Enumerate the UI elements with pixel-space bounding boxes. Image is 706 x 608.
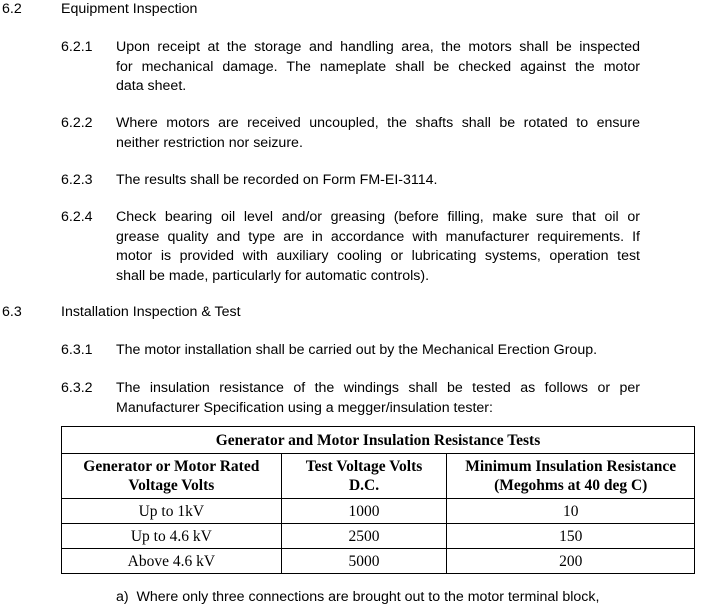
list-item-text: a) Where only three connections are brought out to the motor terminal block, [116, 589, 600, 605]
text-line: Upon receipt at the storage and handling area, the motors shall be inspected [116, 39, 640, 55]
insulation-resistance-table [61, 426, 695, 574]
clause-number: 6.3.2 [61, 380, 93, 396]
clause-number: 6.2.4 [61, 209, 93, 225]
text-line: The insulation resistance of the windings shall be tested as follows or per [116, 380, 640, 396]
table-cell: 2500 [281, 524, 447, 549]
text-line: The results shall be recorded on Form FM-EI-3114. [116, 172, 438, 188]
text-line: neither restriction nor seizure. [116, 134, 303, 151]
table-cell: 150 [447, 524, 695, 549]
header-line: Generator or Motor Rated [83, 458, 260, 475]
header-line: D.C. [348, 477, 380, 494]
clause-text [116, 38, 640, 97]
clause-text [116, 171, 640, 191]
header-line: Voltage Volts [128, 477, 215, 494]
table-row [62, 499, 695, 524]
column-header [281, 454, 447, 499]
clause-text [116, 114, 640, 153]
text-line: motor is provided with auxiliary cooling or lubricating systems, operation test [116, 248, 640, 264]
clause-number: 6.3.1 [61, 342, 93, 358]
clause-number: 6.2.1 [61, 39, 93, 55]
clause-number: 6.2.3 [61, 172, 93, 188]
table-row [62, 549, 695, 574]
section-number: 6.3 [2, 304, 22, 320]
text-line: data sheet. [116, 78, 187, 94]
header-line: Minimum Insulation Resistance [465, 458, 677, 475]
table-cell: 200 [447, 549, 695, 574]
table-caption: Generator and Motor Insulation Resistance Tests [62, 427, 695, 454]
section-number: 6.2 [2, 1, 22, 17]
text-line: shall be made, particularly for automatic controls). [116, 267, 430, 284]
table-cell: 5000 [281, 549, 447, 574]
section-title: Installation Inspection & Test [61, 304, 241, 320]
table-cell: 1000 [281, 499, 447, 524]
clause-text [116, 379, 640, 418]
column-header [447, 454, 695, 499]
table-cell: Up to 4.6 kV [62, 524, 282, 549]
table-row [62, 524, 695, 549]
header-line: Test Voltage Volts [305, 458, 423, 475]
clause-text [116, 208, 640, 286]
column-header [62, 454, 282, 499]
header-line: (Megohms at 40 deg C) [494, 477, 648, 494]
text-line: grease quality and type are in accordance with manufacturer requirements. If [116, 228, 640, 245]
table-cell: Above 4.6 kV [62, 549, 282, 574]
table-cell: 10 [447, 499, 695, 524]
text-line: for mechanical damage. The nameplate shall be checked against the motor [116, 58, 640, 75]
text-line: Manufacturer Specification using a megger/insulation tester: [116, 399, 493, 416]
clause-number: 6.2.2 [61, 115, 93, 131]
table-cell: Up to 1kV [62, 499, 282, 524]
text-line: Where motors are received uncoupled, the shafts shall be rotated to ensure [116, 115, 640, 131]
text-line: Check bearing oil level and/or greasing (before filling, make sure that oil or [116, 209, 640, 225]
text-line: The motor installation shall be carried out by the Mechanical Erection Group. [116, 342, 598, 358]
clause-text [116, 341, 640, 361]
section-title: Equipment Inspection [61, 1, 198, 17]
